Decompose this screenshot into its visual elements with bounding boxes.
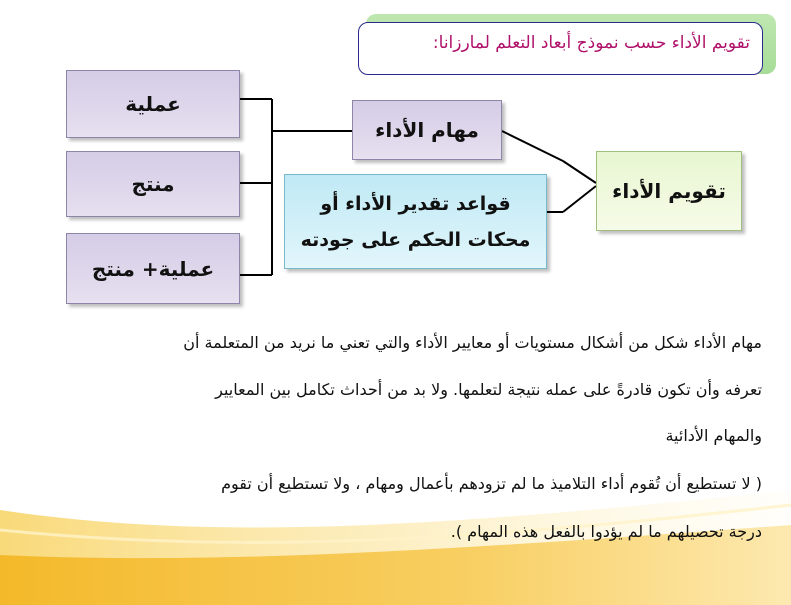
box-scoring-rules-line1: قواعد تقدير الأداء أو — [320, 192, 511, 215]
box-process-product-label: عملية+ منتج — [91, 256, 215, 281]
box-performance-tasks — [352, 100, 502, 160]
box-process-product — [66, 233, 240, 304]
box-scoring-rules-line2: محكات الحكم على جودته — [300, 228, 531, 251]
body-line-3: والمهام الأدائية — [665, 426, 762, 445]
box-performance-assessment — [596, 151, 742, 231]
body-line-1: مهام الأداء شكل من أشكال مستويات أو معايير الأداء والتي تعني ما نريد من المتعلمة أن — [183, 333, 762, 352]
box-product-label: منتج — [131, 172, 175, 196]
box-performance-assessment-label: تقويم الأداء — [612, 179, 726, 203]
box-process-label: عملية — [125, 92, 181, 116]
body-line-2: تعرفه وأن تكون قادرةً على عمله نتيجة لتعلمها. ولا بد من أحداث تكامل بين المعايير — [215, 380, 762, 399]
body-line-4: ( لا تستطيع أن تُقوم أداء التلاميذ ما لم تزودهم بأعمال ومهام ، ولا تستطيع أن تقوم — [221, 474, 762, 493]
box-performance-tasks-label: مهام الأداء — [375, 118, 479, 142]
body-line-5: درجة تحصيلهم ما لم يؤدوا بالفعل هذه المهام ). — [450, 522, 762, 541]
connector-line — [563, 161, 596, 183]
connector-line — [563, 186, 596, 212]
box-scoring-rules — [284, 174, 547, 269]
title-box — [358, 22, 763, 75]
page-title: تقويم الأداء حسب نموذج أبعاد التعلم لمارزانا: — [432, 33, 750, 53]
connector-line — [502, 131, 563, 161]
box-process — [66, 70, 240, 138]
box-product — [66, 151, 240, 217]
